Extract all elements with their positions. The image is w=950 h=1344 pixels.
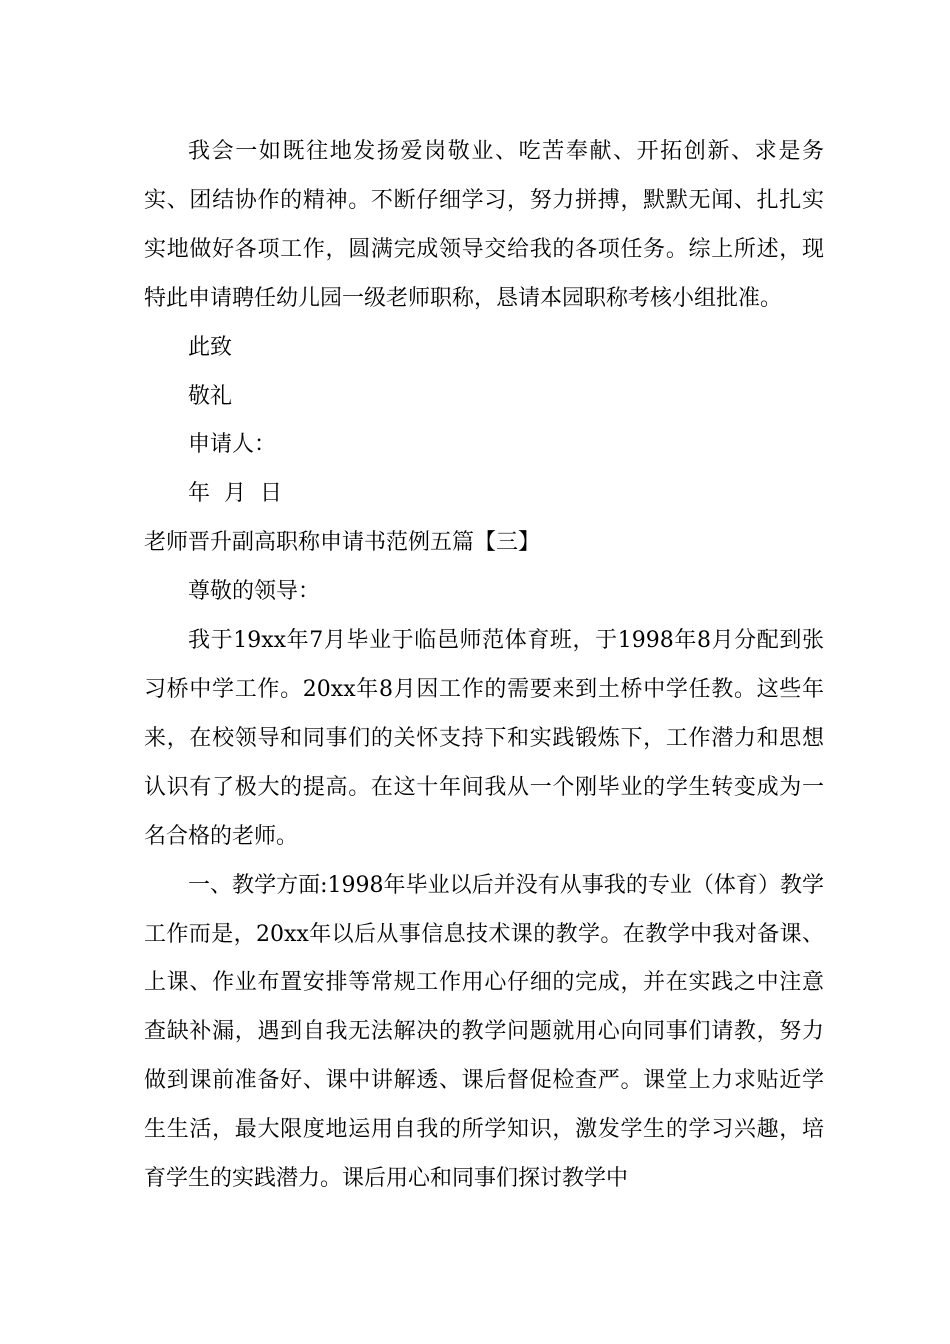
section-heading: 老师晋升副高职称申请书范例五篇【三】	[144, 530, 541, 556]
closing-regards: 敬礼	[188, 383, 233, 409]
paragraph-commitment: 我会一如既往地发扬爱岗敬业、吃苦奉献、开拓创新、求是务实、团结协作的精神。不断仔细学习，努力拼搏，默默无闻、扎扎实实地做好各项工作，圆满完成领导交给我的各项任务。综上所述，现特此申请聘任幼儿园一级老师职称，恳请本园职称考核小组批准。	[144, 139, 824, 311]
paragraph-teaching: 一、教学方面:1998年毕业以后并没有从事我的专业（体育）教学工作而是，20xx年以后从事信息技术课的教学。在教学中我对备课、上课、作业布置安排等常规工作用心仔细的完成，并在实践之中注意查缺补漏，遇到自我无法解决的教学问题就用心向同事们请教，努力做到课前准备好、课中讲解透、课后督促检查严。课堂上力求贴近学生生活，最大限度地运用自我的所学知识，激发学生的学习兴趣，培育学生的实践潜力。课后用心和同事们探讨教学中	[144, 872, 824, 1192]
paragraph-background: 我于19xx年7月毕业于临邑师范体育班，于1998年8月分配到张习桥中学工作。20xx年8月因工作的需要来到土桥中学任教。这些年来，在校领导和同事们的关怀支持下和实践锻炼下，工作潜力和思想认识有了极大的提高。在这十年间我从一个刚毕业的学生转变成为一名合格的老师。	[144, 628, 824, 849]
applicant-label: 申请人：	[188, 432, 277, 458]
closing-salutation: 此致	[188, 334, 233, 360]
greeting: 尊敬的领导：	[188, 579, 321, 605]
document-body	[144, 128, 824, 1204]
date-line: 年 月 日	[188, 481, 282, 507]
